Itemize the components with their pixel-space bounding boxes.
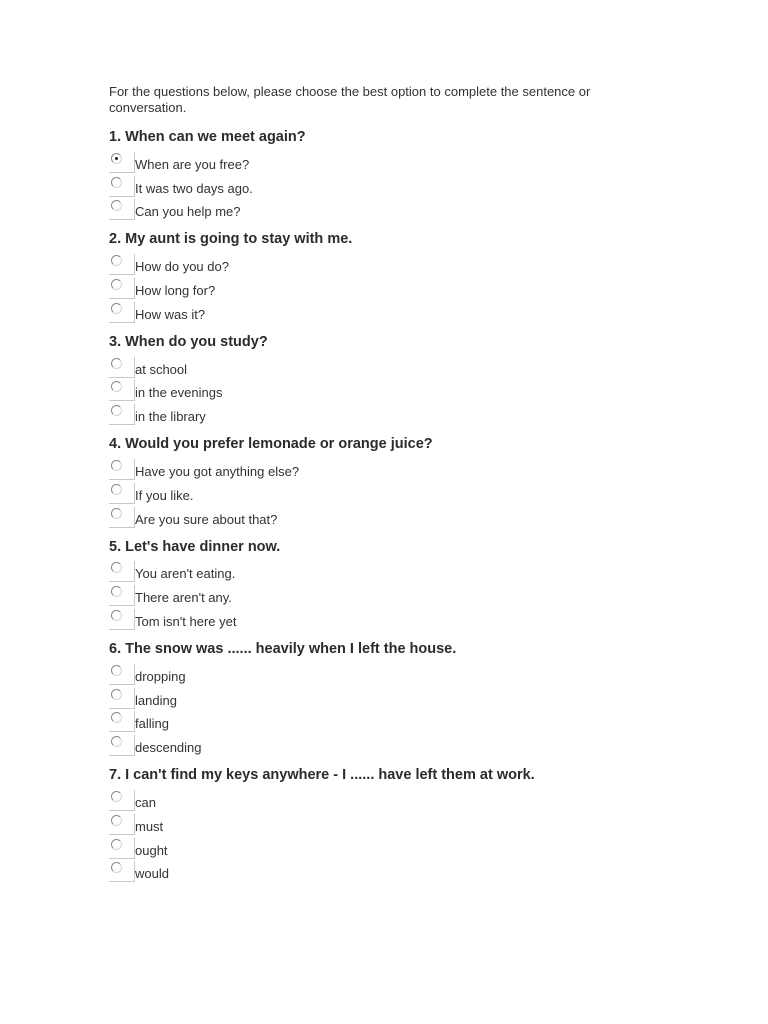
answer-option[interactable] bbox=[109, 401, 639, 425]
radio-button[interactable] bbox=[111, 791, 122, 802]
radio-cell bbox=[109, 838, 135, 859]
radio-cell bbox=[109, 357, 135, 378]
answer-option[interactable] bbox=[109, 582, 639, 606]
radio-cell bbox=[109, 176, 135, 197]
answer-options bbox=[109, 661, 639, 756]
answer-options bbox=[109, 456, 639, 527]
answer-options bbox=[109, 559, 639, 630]
question-2 bbox=[109, 230, 639, 322]
answer-option[interactable] bbox=[109, 354, 639, 378]
answer-option-label: in the evenings bbox=[135, 385, 223, 401]
radio-button[interactable] bbox=[111, 255, 122, 266]
answer-option-label: Tom isn't here yet bbox=[135, 613, 237, 629]
answer-option-label: must bbox=[135, 818, 164, 834]
answer-option[interactable] bbox=[109, 787, 639, 811]
answer-option[interactable] bbox=[109, 149, 639, 173]
radio-button[interactable] bbox=[111, 562, 122, 573]
answer-option-label: ought bbox=[135, 842, 168, 858]
quiz-instructions: For the questions below, please choose the best option to complete the sentence or conversation. bbox=[109, 84, 591, 115]
answer-option-label: would bbox=[135, 866, 169, 882]
radio-cell bbox=[109, 483, 135, 504]
radio-cell bbox=[109, 688, 135, 709]
radio-cell bbox=[109, 585, 135, 606]
answer-option-label: You aren't eating. bbox=[135, 566, 236, 582]
answer-option-label: can bbox=[135, 794, 156, 810]
question-4 bbox=[109, 435, 639, 527]
radio-button[interactable] bbox=[111, 839, 122, 850]
answer-option[interactable] bbox=[109, 299, 639, 323]
answer-option-label: in the library bbox=[135, 409, 206, 425]
radio-cell bbox=[109, 302, 135, 323]
question-list bbox=[109, 128, 639, 882]
radio-button[interactable] bbox=[111, 484, 122, 495]
radio-cell bbox=[109, 664, 135, 685]
radio-button[interactable] bbox=[111, 815, 122, 826]
radio-cell bbox=[109, 861, 135, 882]
answer-option[interactable] bbox=[109, 835, 639, 859]
answer-option-label: descending bbox=[135, 740, 202, 756]
radio-button-checked[interactable] bbox=[111, 153, 122, 164]
radio-button[interactable] bbox=[111, 177, 122, 188]
answer-option-label: Have you got anything else? bbox=[135, 463, 300, 479]
question-title: 7. I can't find my keys anywhere - I ...... have left them at work. bbox=[109, 767, 535, 784]
radio-cell bbox=[109, 380, 135, 401]
radio-cell bbox=[109, 152, 135, 173]
answer-option[interactable] bbox=[109, 275, 639, 299]
quiz-page bbox=[109, 84, 639, 892]
radio-cell bbox=[109, 254, 135, 275]
radio-button[interactable] bbox=[111, 689, 122, 700]
answer-option[interactable] bbox=[109, 732, 639, 756]
radio-cell bbox=[109, 459, 135, 480]
question-title: 5. Let's have dinner now. bbox=[109, 538, 281, 555]
radio-button[interactable] bbox=[111, 736, 122, 747]
answer-option-label: How do you do? bbox=[135, 259, 229, 275]
question-title: 6. The snow was ...... heavily when I left the house. bbox=[109, 640, 457, 657]
question-1 bbox=[109, 128, 639, 220]
radio-button[interactable] bbox=[111, 712, 122, 723]
answer-option[interactable] bbox=[109, 661, 639, 685]
question-title: 2. My aunt is going to stay with me. bbox=[109, 231, 353, 248]
radio-button[interactable] bbox=[111, 460, 122, 471]
question-title: 3. When do you study? bbox=[109, 333, 268, 350]
answer-option-label: If you like. bbox=[135, 487, 194, 503]
answer-option[interactable] bbox=[109, 504, 639, 528]
radio-cell bbox=[109, 735, 135, 756]
answer-option-label: There aren't any. bbox=[135, 590, 232, 606]
answer-option-label: It was two days ago. bbox=[135, 180, 253, 196]
radio-cell bbox=[109, 404, 135, 425]
radio-button[interactable] bbox=[111, 665, 122, 676]
answer-option[interactable] bbox=[109, 480, 639, 504]
answer-option-label: Are you sure about that? bbox=[135, 511, 278, 527]
answer-options bbox=[109, 787, 639, 882]
answer-option[interactable] bbox=[109, 456, 639, 480]
radio-button[interactable] bbox=[111, 358, 122, 369]
answer-option[interactable] bbox=[109, 606, 639, 630]
radio-button[interactable] bbox=[111, 279, 122, 290]
radio-cell bbox=[109, 609, 135, 630]
answer-option-label: Can you help me? bbox=[135, 204, 241, 220]
answer-option[interactable] bbox=[109, 559, 639, 583]
question-7 bbox=[109, 766, 639, 882]
radio-button[interactable] bbox=[111, 508, 122, 519]
question-3 bbox=[109, 333, 639, 425]
question-title: 4. Would you prefer lemonade or orange juice? bbox=[109, 436, 433, 453]
answer-option-label: dropping bbox=[135, 668, 186, 684]
answer-option-label: When are you free? bbox=[135, 156, 250, 172]
question-title: 1. When can we meet again? bbox=[109, 129, 306, 145]
answer-option[interactable] bbox=[109, 197, 639, 221]
radio-button[interactable] bbox=[111, 200, 122, 211]
radio-button[interactable] bbox=[111, 405, 122, 416]
radio-cell bbox=[109, 814, 135, 835]
radio-cell bbox=[109, 561, 135, 582]
answer-option-label: landing bbox=[135, 692, 177, 708]
radio-button[interactable] bbox=[111, 862, 122, 873]
radio-cell bbox=[109, 711, 135, 732]
answer-option[interactable] bbox=[109, 685, 639, 709]
answer-options bbox=[109, 251, 639, 322]
radio-button[interactable] bbox=[111, 381, 122, 392]
answer-options bbox=[109, 149, 639, 220]
question-5 bbox=[109, 538, 639, 630]
answer-option[interactable] bbox=[109, 378, 639, 402]
answer-option-label: How was it? bbox=[135, 306, 206, 322]
radio-cell bbox=[109, 199, 135, 220]
radio-button[interactable] bbox=[111, 586, 122, 597]
answer-options bbox=[109, 354, 639, 425]
answer-option[interactable] bbox=[109, 811, 639, 835]
question-6 bbox=[109, 640, 639, 756]
answer-option[interactable] bbox=[109, 709, 639, 733]
answer-option-label: How long for? bbox=[135, 282, 216, 298]
answer-option[interactable] bbox=[109, 173, 639, 197]
answer-option-label: at school bbox=[135, 361, 188, 377]
radio-cell bbox=[109, 278, 135, 299]
radio-button[interactable] bbox=[111, 303, 122, 314]
radio-cell bbox=[109, 507, 135, 528]
answer-option[interactable] bbox=[109, 251, 639, 275]
answer-option[interactable] bbox=[109, 859, 639, 883]
answer-option-label: falling bbox=[135, 716, 169, 732]
radio-button[interactable] bbox=[111, 610, 122, 621]
radio-cell bbox=[109, 790, 135, 811]
